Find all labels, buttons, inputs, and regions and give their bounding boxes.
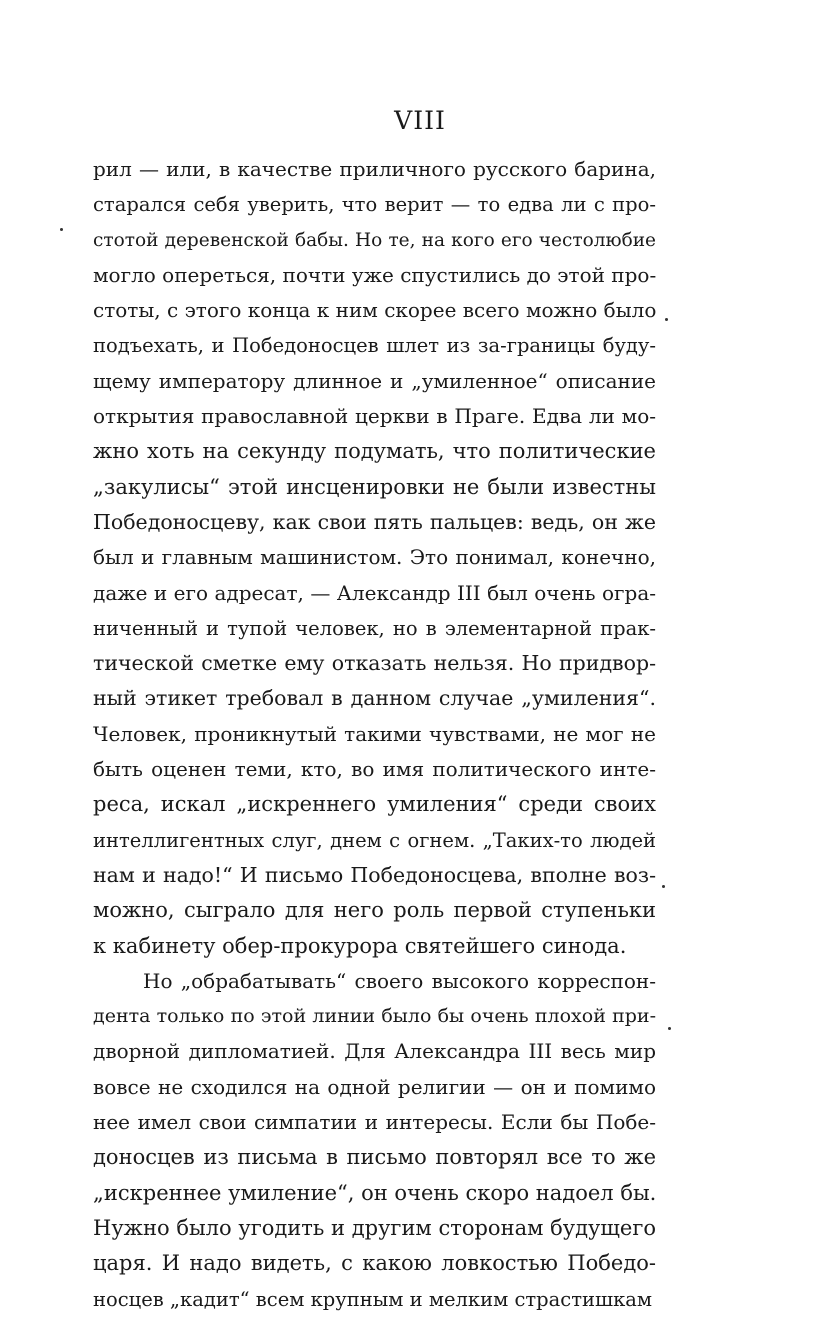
scan-speck [662,885,665,888]
text-line: тической сметке ему отказать нельзя. Но придвор- [93,651,656,676]
text-line: стотой деревенской бабы. Но те, на кого его честолюбие [93,229,656,251]
text-line: можно, сыграло для него роль первой ступеньки [93,898,656,923]
text-line: „искреннее умиление“, он очень скоро надоел бы. [93,1180,657,1205]
text-line: Человек, проникнутый такими чувствами, не мог не [93,721,656,746]
text-line: жно хоть на секунду подумать, что политические [93,439,656,464]
text-line: нам и надо!“ И письмо Победоносцева, вполне воз- [93,862,656,887]
scan-speck [60,228,63,231]
text-line: даже и его адресат, — Александр III был очень огра- [93,580,656,605]
text-line: к кабинету обер-прокурора святейшего синода. [93,933,627,958]
text-line: вовсе не сходился на одной религии — он и помимо [93,1074,656,1099]
text-line: был и главным машинистом. Это понимал, конечно, [93,545,656,570]
text-line: реса, искал „искреннего умиления“ среди своих [93,792,656,817]
text-line: Нужно было угодить и другим сторонам будущего [93,1215,656,1240]
body-text [93,152,656,1317]
text-line: могло опереться, почти уже спустились до этой про- [93,262,657,287]
scan-speck [668,1027,671,1030]
text-line: стоты, с этого конца к ним скорее всего можно было [93,298,657,323]
text-line: нее имел свои симпатии и интересы. Если бы Побе- [93,1110,656,1135]
text-line: щему императору длинное и „умиленное“ описание [93,368,656,393]
page-number: VIII [394,106,446,135]
text-line: подъехать, и Победоносцев шлет из за-границы буду- [93,334,656,358]
paragraph [93,964,656,1317]
text-line: „закулисы“ этой инсценировки не были известны [93,474,656,499]
text-line: Но „обрабатывать“ своего высокого корреспон- [143,968,656,993]
text-line: дворной дипломатией. Для Александра III весь мир [93,1039,656,1064]
text-line: царя. И надо видеть, с какою ловкостью Победо- [93,1251,656,1276]
text-line: ниченный и тупой человек, но в элементарной прак- [93,616,656,640]
text-line: ный этикет требовал в данном случае „умиления“. [93,686,656,711]
text-line: быть оценен теми, кто, во имя политического инте- [93,757,656,782]
scan-speck [665,318,668,321]
text-line: доносцев из письма в письмо повторял все то же [93,1145,656,1170]
text-line: Победоносцеву, как свои пять пальцев: ведь, он же [93,509,656,534]
text-line: рил — или, в качестве приличного русского барина, [93,157,656,181]
text-line: дента только по этой линии было бы очень плохой при- [93,1005,656,1028]
text-line: носцев „кадит“ всем крупным и мелким страстишкам [93,1287,653,1311]
text-line: интеллигентных слуг, днем с огнем. „Таких-то людей [93,828,656,852]
paragraph [93,152,656,964]
text-line: старался себя уверить, что верит — то едва ли с про- [93,193,656,217]
text-line: открытия православной церкви в Праге. Едва ли мо- [93,404,656,429]
